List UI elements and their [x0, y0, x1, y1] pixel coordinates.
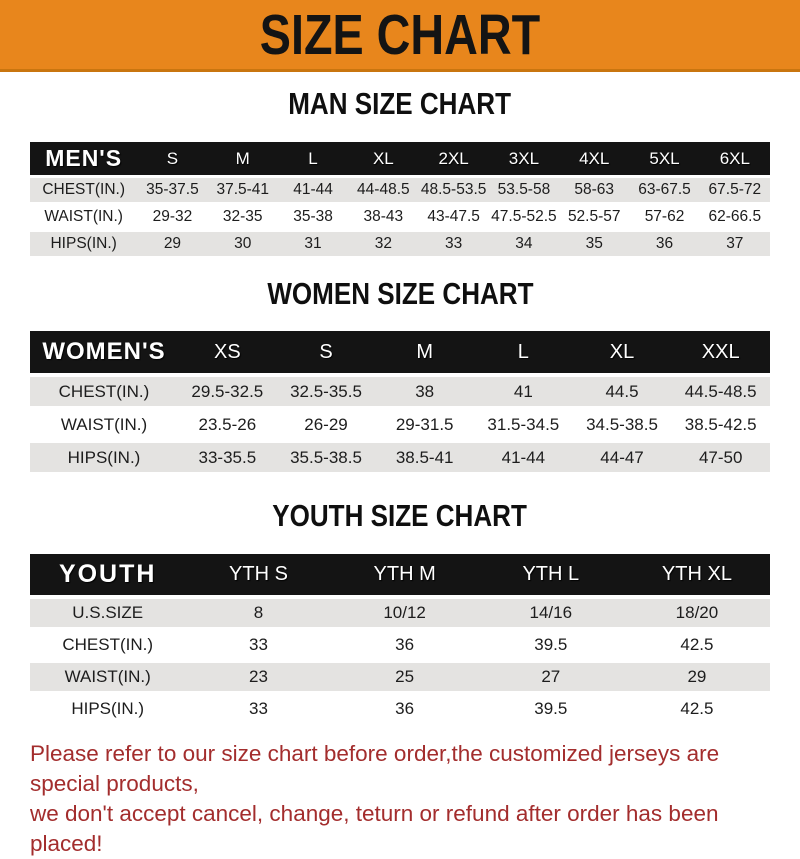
men-size-value: 67.5-72: [708, 181, 762, 198]
men-size-value: 35-38: [293, 208, 333, 225]
men-row-header: HIPS(IN.): [50, 235, 117, 252]
men-table-row: [30, 178, 770, 202]
youth-table-corner-label: YOUTH: [58, 560, 157, 588]
youth-column-header: YTH M: [373, 563, 436, 585]
youth-size-value: 42.5: [680, 635, 714, 654]
women-size-value: 32.5-35.5: [290, 381, 362, 401]
men-column-header: M: [235, 148, 250, 168]
women-row-header: WAIST(IN.): [60, 414, 148, 434]
men-size-value: 53.5-58: [497, 181, 551, 198]
youth-row-header: CHEST(IN.): [62, 635, 154, 654]
men-size-value: 33: [445, 235, 463, 252]
men-size-value: 62-66.5: [708, 208, 762, 225]
men-size-table: [30, 142, 770, 256]
women-size-value: 29.5-32.5: [191, 381, 264, 401]
women-size-value: 38.5-41: [395, 447, 454, 467]
men-column-header: 3XL: [508, 148, 540, 168]
youth-size-value: 33: [249, 635, 268, 654]
youth-column-header: YTH S: [229, 563, 288, 585]
men-column-header: 4XL: [579, 148, 610, 168]
women-size-value: 33-35.5: [198, 447, 257, 467]
women-row-header: CHEST(IN.): [58, 381, 150, 401]
women-column-header: M: [416, 340, 434, 363]
women-table-row: [30, 377, 770, 406]
men-size-value: 31: [304, 235, 322, 252]
men-size-value: 38-43: [363, 208, 404, 225]
women-size-value: 44-47: [600, 447, 644, 467]
women-section-heading-text: WOMEN SIZE CHART: [266, 276, 534, 311]
youth-size-value: 10/12: [383, 603, 426, 622]
men-size-value: 37.5-41: [216, 181, 270, 198]
men-table-corner-label: MEN'S: [45, 145, 123, 171]
women-column-header: L: [517, 340, 529, 363]
youth-table-row: [30, 695, 770, 723]
youth-table-row: [30, 631, 770, 659]
youth-size-value: 8: [253, 603, 264, 622]
women-column-header: XS: [213, 340, 241, 363]
order-policy-line-1: Please refer to our size chart before order,the customized jerseys are special products,: [30, 741, 720, 796]
men-size-value: 52.5-57: [567, 208, 621, 225]
women-size-value: 35.5-38.5: [290, 447, 362, 467]
men-size-value: 48.5-53.5: [420, 181, 487, 198]
women-column-header: XXL: [701, 340, 740, 363]
men-size-value: 29-32: [152, 208, 193, 225]
men-size-value: 41-44: [293, 181, 333, 198]
men-size-value: 43-47.5: [427, 208, 480, 225]
women-size-value: 44.5: [605, 381, 639, 401]
youth-section-heading: [0, 498, 800, 540]
men-row-header: WAIST(IN.): [44, 208, 123, 225]
men-column-header: L: [308, 148, 318, 168]
size-chart-banner: [0, 0, 800, 72]
men-size-value: 35-37.5: [146, 181, 199, 198]
men-row-header: CHEST(IN.): [42, 181, 125, 198]
men-table-row: [30, 205, 770, 229]
men-size-value: 57-62: [644, 208, 685, 225]
youth-row-header: U.S.SIZE: [72, 603, 144, 622]
men-size-value: 63-67.5: [638, 181, 691, 198]
women-size-value: 47-50: [698, 447, 743, 467]
women-table-header-row: [30, 331, 770, 373]
men-size-value: 30: [234, 235, 252, 252]
women-row-header: HIPS(IN.): [67, 447, 141, 467]
youth-column-header: YTH XL: [661, 563, 732, 585]
order-policy-line-2: we don't accept cancel, change, teturn or refund after order has been placed!: [30, 801, 719, 856]
women-table-corner-label: WOMEN'S: [42, 338, 166, 365]
women-column-header: XL: [609, 340, 635, 363]
men-size-value: 32: [374, 235, 392, 252]
youth-size-value: 42.5: [680, 699, 714, 718]
youth-table-row: [30, 599, 770, 627]
youth-size-value: 23: [249, 667, 268, 686]
youth-size-value: 25: [395, 667, 415, 686]
men-section-heading: [0, 86, 800, 128]
women-size-value: 26-29: [304, 414, 348, 434]
women-size-value: 41-44: [501, 447, 546, 467]
men-size-value: 29: [163, 235, 182, 252]
youth-table-row: [30, 663, 770, 691]
youth-size-value: 36: [395, 635, 415, 654]
women-column-header: S: [319, 340, 333, 363]
women-size-table: [30, 331, 770, 472]
women-size-value: 34.5-38.5: [586, 414, 658, 434]
men-column-header: 5XL: [649, 148, 680, 168]
youth-row-header: WAIST(IN.): [64, 667, 151, 686]
youth-section-heading-text: YOUTH SIZE CHART: [272, 498, 528, 533]
youth-size-value: 18/20: [675, 603, 719, 622]
men-size-value: 44-48.5: [357, 181, 410, 198]
youth-size-value: 39.5: [534, 635, 568, 654]
women-size-value: 38.5-42.5: [684, 414, 757, 434]
men-size-value: 35: [585, 235, 603, 252]
youth-size-value: 39.5: [534, 699, 568, 718]
men-size-value: 37: [726, 235, 744, 252]
men-size-value: 58-63: [574, 181, 615, 198]
women-size-value: 23.5-26: [198, 414, 257, 434]
women-table-row: [30, 410, 770, 439]
youth-row-header: HIPS(IN.): [71, 699, 145, 718]
men-size-value: 34: [515, 235, 533, 252]
men-size-value: 32-35: [222, 208, 263, 225]
women-size-value: 29-31.5: [395, 414, 454, 434]
youth-size-value: 14/16: [529, 603, 573, 622]
women-size-value: 31.5-34.5: [487, 414, 560, 434]
women-section-heading: [0, 276, 800, 318]
men-table-row: [30, 232, 770, 256]
women-size-value: 38: [415, 381, 435, 401]
youth-size-table: [30, 554, 770, 723]
youth-size-value: 29: [687, 667, 707, 686]
youth-table-header-row: [30, 554, 770, 595]
youth-column-header: YTH L: [522, 563, 580, 585]
youth-size-value: 36: [395, 699, 415, 718]
men-column-header: 6XL: [719, 148, 750, 168]
men-size-value: 47.5-52.5: [491, 208, 557, 225]
men-section-heading-text: MAN SIZE CHART: [288, 86, 512, 121]
women-size-value: 41: [513, 381, 533, 401]
youth-size-value: 27: [541, 667, 561, 686]
men-column-header: 2XL: [438, 148, 469, 168]
order-policy-note: [0, 739, 800, 859]
men-column-header: S: [166, 148, 179, 168]
men-table-header-row: [30, 142, 770, 175]
women-size-value: 44.5-48.5: [684, 381, 757, 401]
youth-size-value: 33: [249, 699, 268, 718]
women-table-row: [30, 443, 770, 472]
banner-title: SIZE CHART: [259, 2, 541, 67]
men-column-header: XL: [372, 148, 394, 168]
men-size-value: 36: [655, 235, 674, 252]
